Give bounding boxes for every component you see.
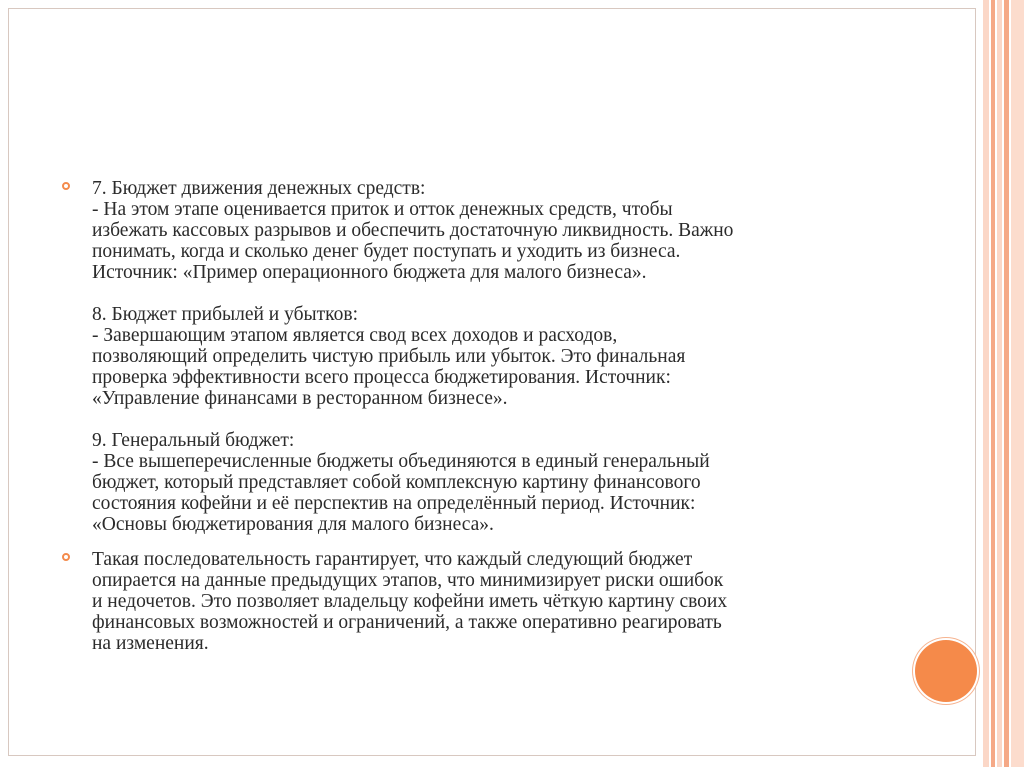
heading-cash-flow-budget: 7. Бюджет движения денежных средств: — [92, 178, 426, 199]
bullet-item-budget-steps — [60, 178, 900, 535]
text-line: «Управление финансами в ресторанном бизнесе». — [92, 388, 508, 409]
text-line: «Основы бюджетирования для малого бизнеса». — [92, 514, 494, 535]
paragraph-gap — [92, 283, 900, 304]
decorative-circle-icon — [915, 640, 977, 702]
heading-master-budget: 9. Генеральный бюджет: — [92, 430, 295, 451]
text-line: на изменения. — [92, 633, 209, 654]
decorative-stripe — [991, 0, 995, 767]
text-line: бюджет, который представляет собой комплексную картину финансового — [92, 472, 701, 493]
text-line: понимать, когда и сколько денег будет поступать и уходить из бизнеса. — [92, 241, 681, 262]
text-line: - Все вышеперечисленные бюджеты объединяются в единый генеральный — [92, 451, 710, 472]
paragraph-gap — [92, 409, 900, 430]
decorative-stripe — [997, 0, 1002, 767]
text-line: опирается на данные предыдущих этапов, что минимизирует риски ошибок — [92, 570, 724, 591]
text-line: проверка эффективности всего процесса бюджетирования. Источник: — [92, 367, 671, 388]
text-line: Источник: «Пример операционного бюджета для малого бизнеса». — [92, 262, 647, 283]
bullet-circle-icon — [62, 553, 70, 561]
text-line: состояния кофейни и её перспектив на определённый период. Источник: — [92, 493, 696, 514]
text-line: финансовых возможностей и ограничений, а также оперативно реагировать — [92, 612, 722, 633]
text-line: - На этом этапе оценивается приток и отток денежных средств, чтобы — [92, 199, 673, 220]
text-line: и недочетов. Это позволяет владельцу кофейни иметь чёткую картину своих — [92, 591, 728, 612]
slide-content — [60, 178, 900, 668]
text-line: позволяющий определить чистую прибыль или убыток. Это финальная — [92, 346, 686, 367]
text-line: - Завершающим этапом является свод всех доходов и расходов, — [92, 325, 618, 346]
decorative-stripe — [983, 0, 989, 767]
text-line: Такая последовательность гарантирует, что каждый следующий бюджет — [92, 549, 693, 570]
bullet-circle-icon — [62, 182, 70, 190]
text-line: избежать кассовых разрывов и обеспечить достаточную ликвидность. Важно — [92, 220, 734, 241]
decorative-stripe — [1011, 0, 1024, 767]
heading-profit-loss-budget: 8. Бюджет прибылей и убытков: — [92, 304, 359, 325]
decorative-stripe — [1004, 0, 1009, 767]
bullet-item-conclusion — [60, 549, 900, 654]
